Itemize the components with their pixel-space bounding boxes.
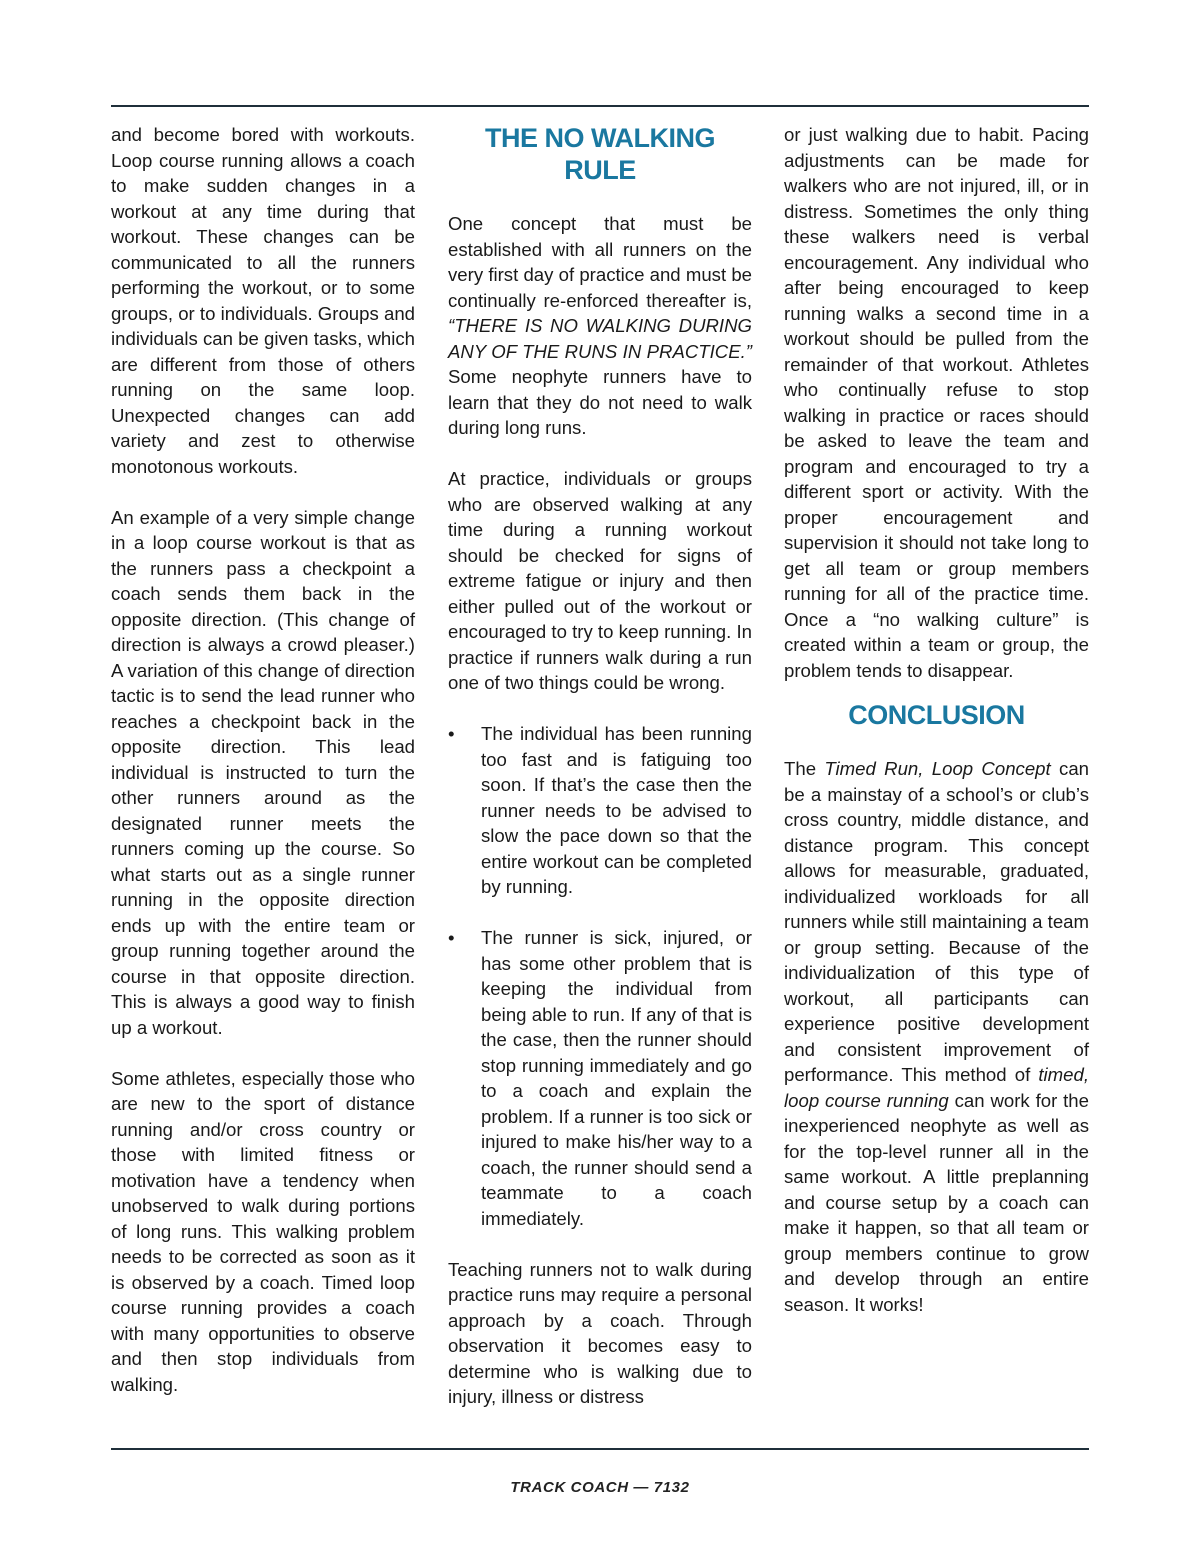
page-footer: TRACK COACH — 7132 — [510, 1479, 690, 1496]
list-item — [448, 925, 752, 1231]
col2-p1-start: One concept that must be established with all runners on the very first day of practice and must be continually re-enforced thereafter is, — [448, 213, 752, 311]
no-walking-quote: “THERE IS NO WALKING DURING ANY OF THE RUNS IN PRACTICE.” — [448, 315, 752, 362]
column-3 — [784, 122, 1089, 1343]
col1-paragraph-1: and become bored with workouts. Loop course running allows a coach to make sudden changes in a workout at any time during that workout. These changes can be communicated to all the runners performing the workout, or to some groups, or to individuals. Groups and individuals can be given tasks, which are different from those of others running on the same loop. Unexpected changes can add variety and zest to otherwise monotonous workouts. — [111, 124, 415, 477]
conclusion-text-1: The — [784, 758, 825, 779]
bullet-text: The runner is sick, injured, or has some other problem that is keeping the individual from being able to run. If any of that is the case, then the runner should stop running immediately and go to a coach and explain the problem. If a runner is too sick or injured to make his/her way to a coach, the runner should send a teammate to a coach immediately. — [481, 927, 752, 1229]
reasons-list — [448, 721, 752, 1231]
bullet-text: The individual has been running too fast and is fatiguing too soon. If that’s the case then the runner needs to be advised to slow the pace down so that the entire workout can be completed by running. — [481, 723, 752, 897]
col1-paragraph-2: An example of a very simple change in a loop course workout is that as the runners pass a checkpoint a coach sends them back in the opposite direction. (This change of direction is always a crowd pleaser.) A variation of this change of direction tactic is to send the lead runner who reaches a checkpoint back in the opposite direction. This lead individual is instructed to turn the other runners around as the designated runner meets the runners coming up the course. So what starts out as a single runner running in the opposite direction ends up with the entire team or group running together around the course in that opposite direction. This is always a good way to finish up a workout. — [111, 506, 415, 1038]
bottom-rule — [111, 1448, 1089, 1450]
list-item — [448, 721, 752, 900]
col2-paragraph-2: At practice, individuals or groups who are observed walking at any time during a running workout should be checked for signs of extreme fatigue or injury and then either pulled out of the workout or encouraged to try to keep running. In practice if runners walk during a run one of two things could be wrong. — [448, 468, 752, 693]
heading-no-walking-rule: THE NO WALKING RULE — [485, 123, 715, 185]
col3-paragraph-2 — [784, 756, 1089, 1317]
bullet-glyph: • — [448, 723, 455, 744]
col2-paragraph-3: Teaching runners not to walk during practice runs may require a personal approach by a coach. Through observation it becomes easy to determine who is walking due to injury, illness or distress — [448, 1258, 752, 1407]
heading-conclusion: CONCLUSION — [848, 700, 1025, 730]
bullet-glyph: • — [448, 927, 455, 948]
conclusion-text-2: can be a mainstay of a school’s or club’s cross country, middle distance, and distance program. This concept allows for measurable, graduated, individualized workloads for all runners while still maintaining a team or group setting. Because of the individualization of this type of workout, all participants can experience positive development and consistent improvement of performance. This method of — [784, 758, 1089, 1085]
conclusion-italic-1: Timed Run, Loop Concept — [824, 758, 1051, 779]
col2-paragraph-1 — [448, 211, 752, 441]
col2-p1-end: Some neophyte runners have to learn that they do not need to walk during long runs. — [448, 366, 752, 438]
column-1 — [111, 122, 415, 1423]
conclusion-text-3: can work for the inexperienced neophyte as well as for the top-level runner all in the same workout. A little preplanning and course setup by a coach can make it happen, so that all team or group members continue to grow and develop through an entire season. It works! — [784, 1089, 1089, 1315]
col1-paragraph-3: Some athletes, especially those who are new to the sport of distance running and/or cross country or those with limited fitness or motivation have a tendency when unobserved to walk during portions of long runs. This walking problem needs to be corrected as soon as it is observed by a coach. Timed loop course running provides a coach with many opportunities to observe and then stop individuals from walking. — [111, 1067, 415, 1395]
conclusion-italic-2: timed, loop course running — [784, 1064, 1089, 1111]
col3-paragraph-1: or just walking due to habit. Pacing adjustments can be made for walkers who are not injured, ill, or in distress. Sometimes the only thing these walkers need is verbal encouragement. Any individual who after being encouraged to keep running walks a second time in a workout should be pulled from the remainder of that workout. Athletes who continually refuse to stop walking in practice or races should be asked to leave the team and program and encouraged to try a different sport or activity. With the proper encouragement and supervision it should not take long to get all team or group members running for all of the practice time. Once a “no walking culture” is created within a team or group, the problem tends to disappear. — [784, 124, 1089, 681]
top-rule — [111, 105, 1089, 107]
column-2 — [448, 122, 752, 1435]
